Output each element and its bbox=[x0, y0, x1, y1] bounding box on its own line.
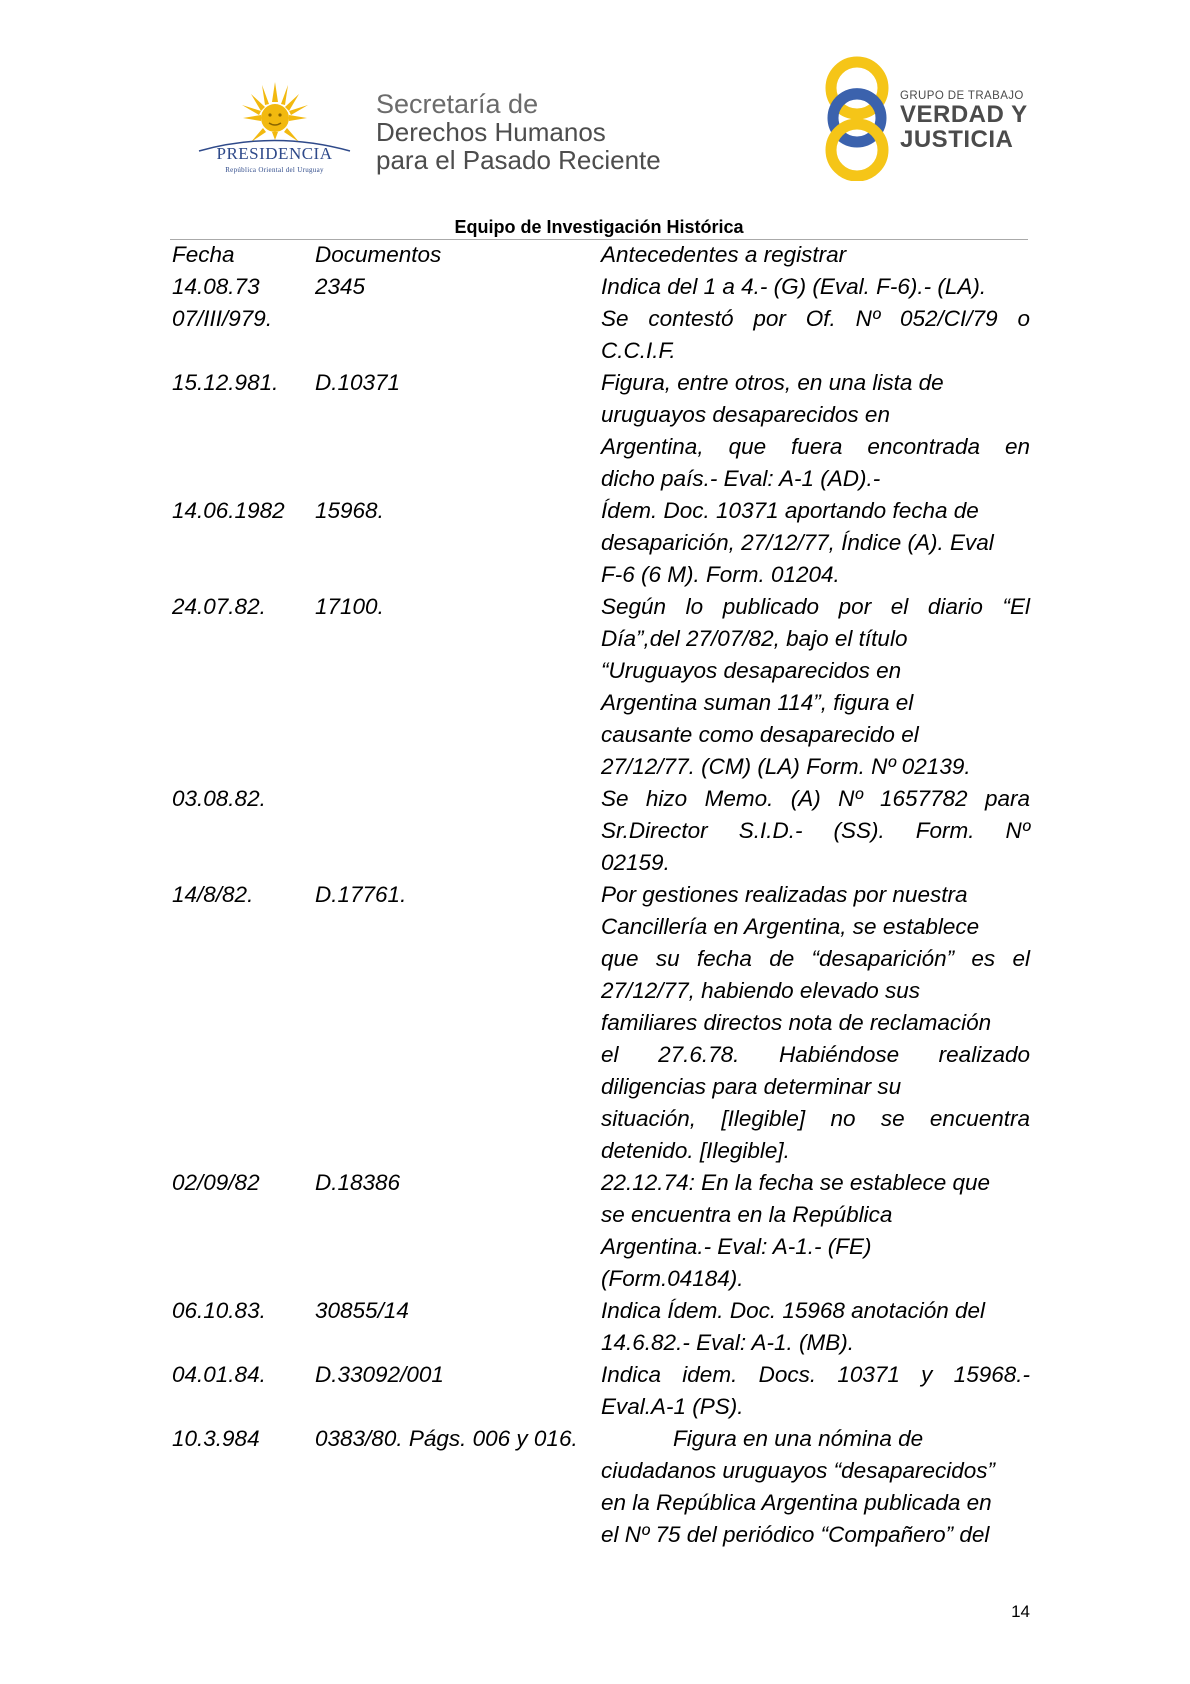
antecedentes-line: el Nº 75 del periódico “Compañero” del bbox=[601, 1522, 990, 1547]
antecedentes-line: Se contestó por Of. Nº 052/CI/79 o bbox=[601, 306, 1030, 331]
cell-documento: D.18386 bbox=[315, 1170, 401, 1195]
antecedentes-line: 27/12/77, habiendo elevado sus bbox=[601, 978, 921, 1003]
antecedentes-line: diligencias para determinar su bbox=[601, 1074, 902, 1099]
cell-fecha: 14/8/82. bbox=[172, 882, 254, 907]
cell-antecedentes bbox=[601, 591, 1030, 783]
records-table bbox=[172, 239, 1030, 1551]
cell-fecha: 07/III/979. bbox=[172, 306, 273, 331]
antecedentes-line: Figura, entre otros, en una lista de bbox=[601, 370, 944, 395]
antecedentes-line: 27/12/77. (CM) (LA) Form. Nº 02139. bbox=[601, 754, 971, 779]
gvj-line-2: JUSTICIA bbox=[900, 126, 1014, 153]
column-header-documentos: Documentos bbox=[315, 242, 442, 267]
gvj-small-label: GRUPO DE TRABAJO bbox=[900, 90, 1024, 102]
cell-documento: 0383/80. Págs. 006 y 016. bbox=[315, 1426, 578, 1451]
table-row bbox=[172, 591, 1030, 783]
antecedentes-line: Ídem. Doc. 10371 aportando fecha de bbox=[601, 498, 979, 523]
presidencia-label: PRESIDENCIA bbox=[216, 144, 333, 163]
table-row bbox=[172, 367, 1030, 495]
antecedentes-line: el 27.6.78. Habiéndose realizado bbox=[601, 1042, 1030, 1067]
antecedentes-line: C.C.I.F. bbox=[601, 338, 676, 363]
cell-fecha: 15.12.981. bbox=[172, 370, 279, 395]
antecedentes-line: 22.12.74: En la fecha se establece que bbox=[601, 1170, 991, 1195]
cell-antecedentes bbox=[601, 271, 1030, 303]
cell-antecedentes bbox=[601, 1167, 1030, 1295]
cell-fecha: 04.01.84. bbox=[172, 1362, 266, 1387]
secretaria-line-2: Derechos Humanos bbox=[376, 117, 606, 147]
linked-rings-icon bbox=[822, 56, 902, 181]
antecedentes-line: detenido. [Ilegible]. bbox=[601, 1138, 790, 1163]
table-header-row bbox=[172, 239, 1030, 271]
cell-documento: 17100. bbox=[315, 594, 384, 619]
cell-antecedentes bbox=[601, 879, 1030, 1167]
antecedentes-line: Se hizo Memo. (A) Nº 1657782 para bbox=[601, 786, 1030, 811]
table-row bbox=[172, 783, 1030, 879]
page-number: 14 bbox=[1011, 1602, 1030, 1621]
antecedentes-line: Indica idem. Docs. 10371 y 15968.- bbox=[601, 1362, 1030, 1387]
cell-antecedentes bbox=[601, 783, 1030, 879]
antecedentes-line: “Uruguayos desaparecidos en bbox=[601, 658, 902, 683]
antecedentes-line: en la República Argentina publicada en bbox=[601, 1490, 992, 1515]
cell-fecha: 06.10.83. bbox=[172, 1298, 266, 1323]
antecedentes-line: Por gestiones realizadas por nuestra bbox=[601, 882, 968, 907]
antecedentes-line: Argentina.- Eval: A-1.- (FE) bbox=[601, 1234, 872, 1259]
antecedentes-line: desaparición, 27/12/77, Índice (A). Eval bbox=[601, 530, 994, 555]
cell-antecedentes bbox=[601, 303, 1030, 367]
cell-documento: 2345 bbox=[315, 274, 366, 299]
antecedentes-line: Cancillería en Argentina, se establece bbox=[601, 914, 980, 939]
cell-antecedentes bbox=[601, 1295, 1030, 1359]
antecedentes-line: 14.6.82.- Eval: A-1. (MB). bbox=[601, 1330, 855, 1355]
cell-documento: 15968. bbox=[315, 498, 384, 523]
gvj-line-1: VERDAD Y bbox=[900, 101, 1028, 128]
presidencia-subtitle: República Oriental del Uruguay bbox=[225, 166, 324, 174]
table-row bbox=[172, 1423, 1030, 1551]
section-title: Equipo de Investigación Histórica bbox=[454, 217, 744, 237]
antecedentes-line: uruguayos desaparecidos en bbox=[601, 402, 890, 427]
cell-documento: D.10371 bbox=[315, 370, 401, 395]
antecedentes-line: Argentina suman 114”, figura el bbox=[601, 690, 914, 715]
cell-fecha: 14.06.1982 bbox=[172, 498, 285, 523]
antecedentes-line: Indica del 1 a 4.- (G) (Eval. F-6).- (LA). bbox=[601, 274, 987, 299]
antecedentes-line: Figura en una nómina de bbox=[673, 1426, 924, 1451]
cell-documento: D.17761. bbox=[315, 882, 407, 907]
antecedentes-line: F-6 (6 M). Form. 01204. bbox=[601, 562, 840, 587]
cell-fecha: 03.08.82. bbox=[172, 786, 266, 811]
table-row bbox=[172, 1167, 1030, 1295]
antecedentes-line: dicho país.- Eval: A-1 (AD).- bbox=[601, 466, 881, 491]
antecedentes-line: familiares directos nota de reclamación bbox=[601, 1010, 992, 1035]
antecedentes-line: Eval.A-1 (PS). bbox=[601, 1394, 744, 1419]
antecedentes-line: (Form.04184). bbox=[601, 1266, 744, 1291]
table-row bbox=[172, 303, 1030, 367]
cell-antecedentes bbox=[601, 1423, 1030, 1551]
column-header-antecedentes: Antecedentes a registrar bbox=[601, 242, 847, 267]
cell-documento: 30855/14 bbox=[315, 1298, 409, 1323]
table-row bbox=[172, 271, 1030, 303]
table-row bbox=[172, 1295, 1030, 1359]
table-row bbox=[172, 495, 1030, 591]
cell-fecha: 10.3.984 bbox=[172, 1426, 260, 1451]
antecedentes-line: Indica Ídem. Doc. 15968 anotación del bbox=[601, 1298, 986, 1323]
antecedentes-line: ciudadanos uruguayos “desaparecidos” bbox=[601, 1458, 996, 1483]
secretaria-line-1: Secretaría de bbox=[376, 89, 539, 119]
antecedentes-line: Día”,del 27/07/82, bajo el título bbox=[601, 626, 908, 651]
antecedentes-line: Sr.Director S.I.D.- (SS). Form. Nº bbox=[601, 818, 1030, 843]
antecedentes-line: causante como desaparecido el bbox=[601, 722, 919, 747]
antecedentes-line: 02159. bbox=[601, 850, 670, 875]
verdad-justicia-logo bbox=[822, 56, 1042, 181]
verdad-justicia-text bbox=[900, 90, 1040, 152]
cell-antecedentes bbox=[601, 367, 1030, 495]
cell-fecha: 24.07.82. bbox=[172, 594, 266, 619]
cell-fecha: 14.08.73 bbox=[172, 274, 260, 299]
cell-antecedentes bbox=[601, 1359, 1030, 1423]
antecedentes-line: se encuentra en la República bbox=[601, 1202, 893, 1227]
secretaria-line-3: para el Pasado Reciente bbox=[376, 145, 661, 175]
table-row bbox=[172, 1359, 1030, 1423]
presidencia-logo bbox=[197, 80, 352, 180]
secretaria-title bbox=[376, 90, 716, 174]
column-header-fecha: Fecha bbox=[172, 242, 235, 267]
table-row bbox=[172, 879, 1030, 1167]
table-body bbox=[172, 271, 1030, 1551]
antecedentes-line: Argentina, que fuera encontrada en bbox=[601, 434, 1030, 459]
antecedentes-line: Según lo publicado por el diario “El bbox=[601, 594, 1030, 619]
antecedentes-line: que su fecha de “desaparición” es el bbox=[601, 946, 1030, 971]
cell-fecha: 02/09/82 bbox=[172, 1170, 260, 1195]
cell-documento: D.33092/001 bbox=[315, 1362, 444, 1387]
cell-antecedentes bbox=[601, 495, 1030, 591]
page-header bbox=[0, 0, 1190, 200]
antecedentes-line: situación, [Ilegible] no se encuentra bbox=[601, 1106, 1030, 1131]
